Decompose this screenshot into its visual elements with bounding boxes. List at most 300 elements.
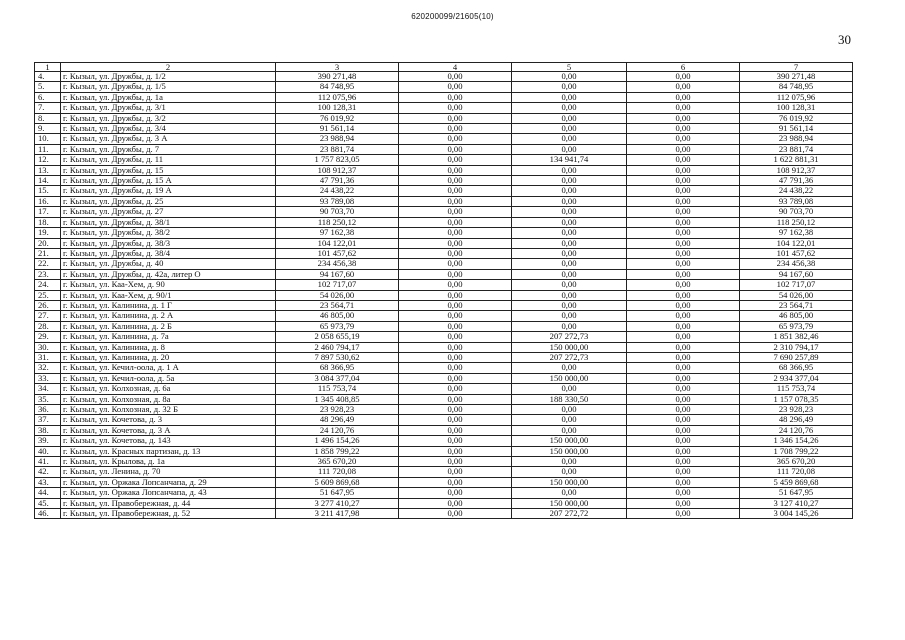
value-cell: 3 084 377,04 (276, 373, 399, 383)
total-cell: 24 438,22 (740, 186, 853, 196)
value-cell: 0,00 (627, 436, 740, 446)
row-number: 11. (35, 144, 61, 154)
value-cell: 0,00 (399, 509, 512, 519)
value-cell: 0,00 (627, 290, 740, 300)
table-row (35, 321, 853, 331)
value-cell: 24 438,22 (276, 186, 399, 196)
total-cell: 102 717,07 (740, 280, 853, 290)
value-cell: 102 717,07 (276, 280, 399, 290)
value-cell: 0,00 (512, 124, 627, 134)
table-row (35, 238, 853, 248)
value-cell: 0,00 (627, 248, 740, 258)
value-cell: 0,00 (627, 394, 740, 404)
value-cell: 23 881,74 (276, 144, 399, 154)
value-cell: 207 272,72 (512, 509, 627, 519)
table-row (35, 352, 853, 362)
value-cell: 0,00 (627, 259, 740, 269)
row-number: 26. (35, 300, 61, 310)
value-cell: 90 703,70 (276, 207, 399, 217)
row-number: 36. (35, 405, 61, 415)
total-cell: 1 346 154,26 (740, 436, 853, 446)
table-row (35, 186, 853, 196)
value-cell: 47 791,36 (276, 176, 399, 186)
value-cell: 0,00 (399, 217, 512, 227)
address-cell: г. Кызыл, ул. Колхозная, д. 32 Б (61, 405, 276, 415)
row-number: 4. (35, 72, 61, 82)
value-cell: 0,00 (399, 477, 512, 487)
row-number: 19. (35, 228, 61, 238)
data-table (34, 62, 853, 519)
value-cell: 0,00 (399, 124, 512, 134)
value-cell: 0,00 (627, 186, 740, 196)
value-cell: 150 000,00 (512, 436, 627, 446)
table-row (35, 155, 853, 165)
value-cell: 0,00 (512, 144, 627, 154)
row-number: 12. (35, 155, 61, 165)
value-cell: 0,00 (627, 373, 740, 383)
value-cell: 188 330,50 (512, 394, 627, 404)
row-number: 21. (35, 248, 61, 258)
value-cell: 0,00 (512, 186, 627, 196)
value-cell: 23 988,94 (276, 134, 399, 144)
value-cell: 24 120,76 (276, 425, 399, 435)
value-cell: 0,00 (399, 332, 512, 342)
value-cell: 0,00 (627, 207, 740, 217)
total-cell: 390 271,48 (740, 72, 853, 82)
value-cell: 104 122,01 (276, 238, 399, 248)
total-cell: 24 120,76 (740, 425, 853, 435)
value-cell: 0,00 (627, 352, 740, 362)
value-cell: 111 720,08 (276, 467, 399, 477)
table-row (35, 300, 853, 310)
table-row (35, 436, 853, 446)
total-cell: 91 561,14 (740, 124, 853, 134)
row-number: 37. (35, 415, 61, 425)
total-cell: 104 122,01 (740, 238, 853, 248)
row-number: 29. (35, 332, 61, 342)
address-cell: г. Кызыл, ул. Кочетова, д. 3 А (61, 425, 276, 435)
value-cell: 0,00 (627, 217, 740, 227)
value-cell: 0,00 (399, 436, 512, 446)
row-number: 30. (35, 342, 61, 352)
table-row (35, 259, 853, 269)
table-row (35, 196, 853, 206)
address-cell: г. Кызыл, ул. Дружбы, д. 38/4 (61, 248, 276, 258)
value-cell: 0,00 (627, 144, 740, 154)
address-cell: г. Кызыл, ул. Колхозная, д. 6а (61, 384, 276, 394)
value-cell: 0,00 (512, 72, 627, 82)
row-number: 35. (35, 394, 61, 404)
total-cell: 101 457,62 (740, 248, 853, 258)
value-cell: 23 564,71 (276, 300, 399, 310)
row-number: 8. (35, 113, 61, 123)
value-cell: 0,00 (512, 300, 627, 310)
table-row (35, 217, 853, 227)
value-cell: 0,00 (399, 363, 512, 373)
total-cell: 23 881,74 (740, 144, 853, 154)
column-header: 6 (627, 63, 740, 72)
value-cell: 108 912,37 (276, 165, 399, 175)
value-cell: 0,00 (512, 238, 627, 248)
value-cell: 0,00 (627, 280, 740, 290)
value-cell: 0,00 (627, 457, 740, 467)
total-cell: 48 296,49 (740, 415, 853, 425)
total-cell: 94 167,60 (740, 269, 853, 279)
row-number: 23. (35, 269, 61, 279)
value-cell: 1 757 823,05 (276, 155, 399, 165)
table-row (35, 72, 853, 82)
value-cell: 0,00 (399, 342, 512, 352)
table-row (35, 498, 853, 508)
table-row (35, 176, 853, 186)
row-number: 28. (35, 321, 61, 331)
column-header: 4 (399, 63, 512, 72)
value-cell: 115 753,74 (276, 384, 399, 394)
value-cell: 0,00 (627, 415, 740, 425)
column-header: 2 (61, 63, 276, 72)
row-number: 10. (35, 134, 61, 144)
value-cell: 0,00 (512, 467, 627, 477)
value-cell: 0,00 (627, 238, 740, 248)
address-cell: г. Кызыл, ул. Оржака Лопсанчапа, д. 29 (61, 477, 276, 487)
row-number: 6. (35, 92, 61, 102)
address-cell: г. Кызыл, ул. Правобережная, д. 52 (61, 509, 276, 519)
value-cell: 23 928,23 (276, 405, 399, 415)
address-cell: г. Кызыл, ул. Дружбы, д. 3/1 (61, 103, 276, 113)
address-cell: г. Кызыл, ул. Кочетова, д. 3 (61, 415, 276, 425)
row-number: 9. (35, 124, 61, 134)
address-cell: г. Кызыл, ул. Дружбы, д. 1а (61, 92, 276, 102)
value-cell: 0,00 (512, 103, 627, 113)
row-number: 41. (35, 457, 61, 467)
total-cell: 93 789,08 (740, 196, 853, 206)
value-cell: 0,00 (627, 384, 740, 394)
value-cell: 0,00 (399, 488, 512, 498)
row-number: 25. (35, 290, 61, 300)
address-cell: г. Кызыл, ул. Дружбы, д. 40 (61, 259, 276, 269)
total-cell: 1 851 382,46 (740, 332, 853, 342)
total-cell: 2 310 794,17 (740, 342, 853, 352)
value-cell: 94 167,60 (276, 269, 399, 279)
value-cell: 390 271,48 (276, 72, 399, 82)
row-number: 38. (35, 425, 61, 435)
value-cell: 0,00 (512, 196, 627, 206)
value-cell: 0,00 (399, 92, 512, 102)
value-cell: 54 026,00 (276, 290, 399, 300)
address-cell: г. Кызыл, ул. Ленина, д. 70 (61, 467, 276, 477)
total-cell: 54 026,00 (740, 290, 853, 300)
value-cell: 0,00 (627, 467, 740, 477)
row-number: 17. (35, 207, 61, 217)
value-cell: 51 647,95 (276, 488, 399, 498)
value-cell: 0,00 (399, 165, 512, 175)
value-cell: 0,00 (627, 509, 740, 519)
total-cell: 65 973,79 (740, 321, 853, 331)
address-cell: г. Кызыл, ул. Дружбы, д. 1/5 (61, 82, 276, 92)
value-cell: 0,00 (399, 394, 512, 404)
value-cell: 0,00 (399, 259, 512, 269)
total-cell: 90 703,70 (740, 207, 853, 217)
value-cell: 0,00 (399, 269, 512, 279)
value-cell: 1 345 408,85 (276, 394, 399, 404)
address-cell: г. Кызыл, ул. Правобережная, д. 44 (61, 498, 276, 508)
address-cell: г. Кызыл, ул. Дружбы, д. 3/2 (61, 113, 276, 123)
value-cell: 0,00 (399, 384, 512, 394)
value-cell: 0,00 (627, 124, 740, 134)
value-cell: 0,00 (399, 415, 512, 425)
address-cell: г. Кызыл, ул. Дружбы, д. 38/3 (61, 238, 276, 248)
table-row (35, 92, 853, 102)
value-cell: 0,00 (512, 363, 627, 373)
total-cell: 23 564,71 (740, 300, 853, 310)
value-cell: 0,00 (512, 457, 627, 467)
column-header: 3 (276, 63, 399, 72)
value-cell: 0,00 (627, 425, 740, 435)
row-number: 42. (35, 467, 61, 477)
value-cell: 112 075,96 (276, 92, 399, 102)
address-cell: г. Кызыл, ул. Дружбы, д. 11 (61, 155, 276, 165)
value-cell: 0,00 (512, 165, 627, 175)
address-cell: г. Кызыл, ул. Каа-Хем, д. 90 (61, 280, 276, 290)
value-cell: 150 000,00 (512, 477, 627, 487)
total-cell: 118 250,12 (740, 217, 853, 227)
total-cell: 2 934 377,04 (740, 373, 853, 383)
value-cell: 0,00 (399, 280, 512, 290)
value-cell: 0,00 (512, 280, 627, 290)
value-cell: 0,00 (512, 415, 627, 425)
value-cell: 101 457,62 (276, 248, 399, 258)
address-cell: г. Кызыл, ул. Калинина, д. 7а (61, 332, 276, 342)
table-row (35, 269, 853, 279)
value-cell: 0,00 (399, 467, 512, 477)
value-cell: 0,00 (512, 290, 627, 300)
value-cell: 0,00 (627, 332, 740, 342)
total-cell: 365 670,20 (740, 457, 853, 467)
value-cell: 0,00 (627, 176, 740, 186)
row-number: 32. (35, 363, 61, 373)
row-number: 31. (35, 352, 61, 362)
value-cell: 0,00 (512, 82, 627, 92)
table-row (35, 280, 853, 290)
value-cell: 0,00 (627, 363, 740, 373)
table-header-row (35, 63, 853, 72)
table-row (35, 134, 853, 144)
value-cell: 0,00 (512, 311, 627, 321)
value-cell: 150 000,00 (512, 446, 627, 456)
value-cell: 0,00 (399, 144, 512, 154)
value-cell: 5 609 869,68 (276, 477, 399, 487)
value-cell: 0,00 (512, 248, 627, 258)
value-cell: 0,00 (399, 72, 512, 82)
address-cell: г. Кызыл, ул. Дружбы, д. 38/2 (61, 228, 276, 238)
total-cell: 111 720,08 (740, 467, 853, 477)
row-number: 44. (35, 488, 61, 498)
value-cell: 0,00 (399, 321, 512, 331)
table-row (35, 384, 853, 394)
value-cell: 0,00 (399, 228, 512, 238)
value-cell: 134 941,74 (512, 155, 627, 165)
value-cell: 0,00 (627, 311, 740, 321)
value-cell: 1 858 799,22 (276, 446, 399, 456)
value-cell: 0,00 (399, 207, 512, 217)
value-cell: 207 272,73 (512, 332, 627, 342)
value-cell: 0,00 (627, 498, 740, 508)
total-cell: 100 128,31 (740, 103, 853, 113)
value-cell: 0,00 (512, 321, 627, 331)
value-cell: 46 805,00 (276, 311, 399, 321)
value-cell: 0,00 (627, 446, 740, 456)
address-cell: г. Кызыл, ул. Дружбы, д. 15 (61, 165, 276, 175)
address-cell: г. Кызыл, ул. Крылова, д. 1а (61, 457, 276, 467)
value-cell: 0,00 (399, 373, 512, 383)
value-cell: 0,00 (627, 72, 740, 82)
value-cell: 0,00 (512, 113, 627, 123)
value-cell: 0,00 (399, 405, 512, 415)
address-cell: г. Кызыл, ул. Дружбы, д. 15 А (61, 176, 276, 186)
value-cell: 0,00 (399, 498, 512, 508)
row-number: 14. (35, 176, 61, 186)
table-row (35, 207, 853, 217)
row-number: 15. (35, 186, 61, 196)
value-cell: 0,00 (512, 425, 627, 435)
total-cell: 234 456,38 (740, 259, 853, 269)
value-cell: 0,00 (627, 342, 740, 352)
row-number: 18. (35, 217, 61, 227)
value-cell: 0,00 (627, 113, 740, 123)
value-cell: 0,00 (627, 405, 740, 415)
value-cell: 1 496 154,26 (276, 436, 399, 446)
table-row (35, 488, 853, 498)
value-cell: 0,00 (627, 269, 740, 279)
value-cell: 0,00 (512, 384, 627, 394)
row-number: 43. (35, 477, 61, 487)
value-cell: 0,00 (399, 155, 512, 165)
total-cell: 23 928,23 (740, 405, 853, 415)
total-cell: 115 753,74 (740, 384, 853, 394)
row-number: 40. (35, 446, 61, 456)
address-cell: г. Кызыл, ул. Кечил-оола, д. 1 А (61, 363, 276, 373)
value-cell: 0,00 (399, 238, 512, 248)
total-cell: 97 162,38 (740, 228, 853, 238)
table-row (35, 477, 853, 487)
table-row (35, 103, 853, 113)
value-cell: 0,00 (399, 300, 512, 310)
value-cell: 84 748,95 (276, 82, 399, 92)
row-number: 5. (35, 82, 61, 92)
row-number: 16. (35, 196, 61, 206)
table-row (35, 467, 853, 477)
table-row (35, 509, 853, 519)
value-cell: 150 000,00 (512, 498, 627, 508)
value-cell: 234 456,38 (276, 259, 399, 269)
table-row (35, 342, 853, 352)
address-cell: г. Кызыл, ул. Дружбы, д. 38/1 (61, 217, 276, 227)
address-cell: г. Кызыл, ул. Дружбы, д. 3/4 (61, 124, 276, 134)
value-cell: 0,00 (399, 248, 512, 258)
value-cell: 2 058 655,19 (276, 332, 399, 342)
value-cell: 97 162,38 (276, 228, 399, 238)
row-number: 24. (35, 280, 61, 290)
value-cell: 0,00 (399, 446, 512, 456)
value-cell: 0,00 (627, 300, 740, 310)
value-cell: 207 272,73 (512, 352, 627, 362)
value-cell: 0,00 (512, 228, 627, 238)
total-cell: 108 912,37 (740, 165, 853, 175)
total-cell: 68 366,95 (740, 363, 853, 373)
value-cell: 76 019,92 (276, 113, 399, 123)
value-cell: 0,00 (627, 134, 740, 144)
value-cell: 0,00 (627, 196, 740, 206)
address-cell: г. Кызыл, ул. Кечил-оола, д. 5а (61, 373, 276, 383)
address-cell: г. Кызыл, ул. Калинина, д. 2 Б (61, 321, 276, 331)
table-row (35, 405, 853, 415)
value-cell: 93 789,08 (276, 196, 399, 206)
row-number: 34. (35, 384, 61, 394)
column-header: 7 (740, 63, 853, 72)
address-cell: г. Кызыл, ул. Калинина, д. 2 А (61, 311, 276, 321)
value-cell: 68 366,95 (276, 363, 399, 373)
value-cell: 0,00 (512, 217, 627, 227)
value-cell: 0,00 (627, 165, 740, 175)
page-number: 30 (838, 32, 851, 47)
value-cell: 0,00 (512, 176, 627, 186)
address-cell: г. Кызыл, ул. Колхозная, д. 8а (61, 394, 276, 404)
value-cell: 65 973,79 (276, 321, 399, 331)
address-cell: г. Кызыл, ул. Дружбы, д. 3 А (61, 134, 276, 144)
column-header: 1 (35, 63, 61, 72)
total-cell: 76 019,92 (740, 113, 853, 123)
total-cell: 7 690 257,89 (740, 352, 853, 362)
table-row (35, 363, 853, 373)
value-cell: 0,00 (399, 82, 512, 92)
value-cell: 48 296,49 (276, 415, 399, 425)
table-row (35, 228, 853, 238)
value-cell: 0,00 (512, 134, 627, 144)
value-cell: 0,00 (627, 321, 740, 331)
value-cell: 0,00 (627, 488, 740, 498)
address-cell: г. Кызыл, ул. Дружбы, д. 25 (61, 196, 276, 206)
table-row (35, 82, 853, 92)
value-cell: 0,00 (512, 488, 627, 498)
value-cell: 3 211 417,98 (276, 509, 399, 519)
address-cell: г. Кызыл, ул. Калинина, д. 20 (61, 352, 276, 362)
address-cell: г. Кызыл, ул. Кочетова, д. 143 (61, 436, 276, 446)
value-cell: 0,00 (627, 155, 740, 165)
address-cell: г. Кызыл, ул. Дружбы, д. 7 (61, 144, 276, 154)
row-number: 13. (35, 165, 61, 175)
total-cell: 1 708 799,22 (740, 446, 853, 456)
value-cell: 3 277 410,27 (276, 498, 399, 508)
table-row (35, 457, 853, 467)
row-number: 22. (35, 259, 61, 269)
table-body (35, 63, 853, 519)
value-cell: 150 000,00 (512, 373, 627, 383)
table-row (35, 144, 853, 154)
table-row (35, 248, 853, 258)
value-cell: 0,00 (399, 186, 512, 196)
total-cell: 46 805,00 (740, 311, 853, 321)
address-cell: г. Кызыл, ул. Каа-Хем, д. 90/1 (61, 290, 276, 300)
value-cell: 0,00 (627, 82, 740, 92)
table-row (35, 425, 853, 435)
table-row (35, 415, 853, 425)
value-cell: 365 670,20 (276, 457, 399, 467)
value-cell: 0,00 (627, 92, 740, 102)
table-row (35, 394, 853, 404)
value-cell: 0,00 (399, 176, 512, 186)
table-row (35, 311, 853, 321)
total-cell: 3 127 410,27 (740, 498, 853, 508)
